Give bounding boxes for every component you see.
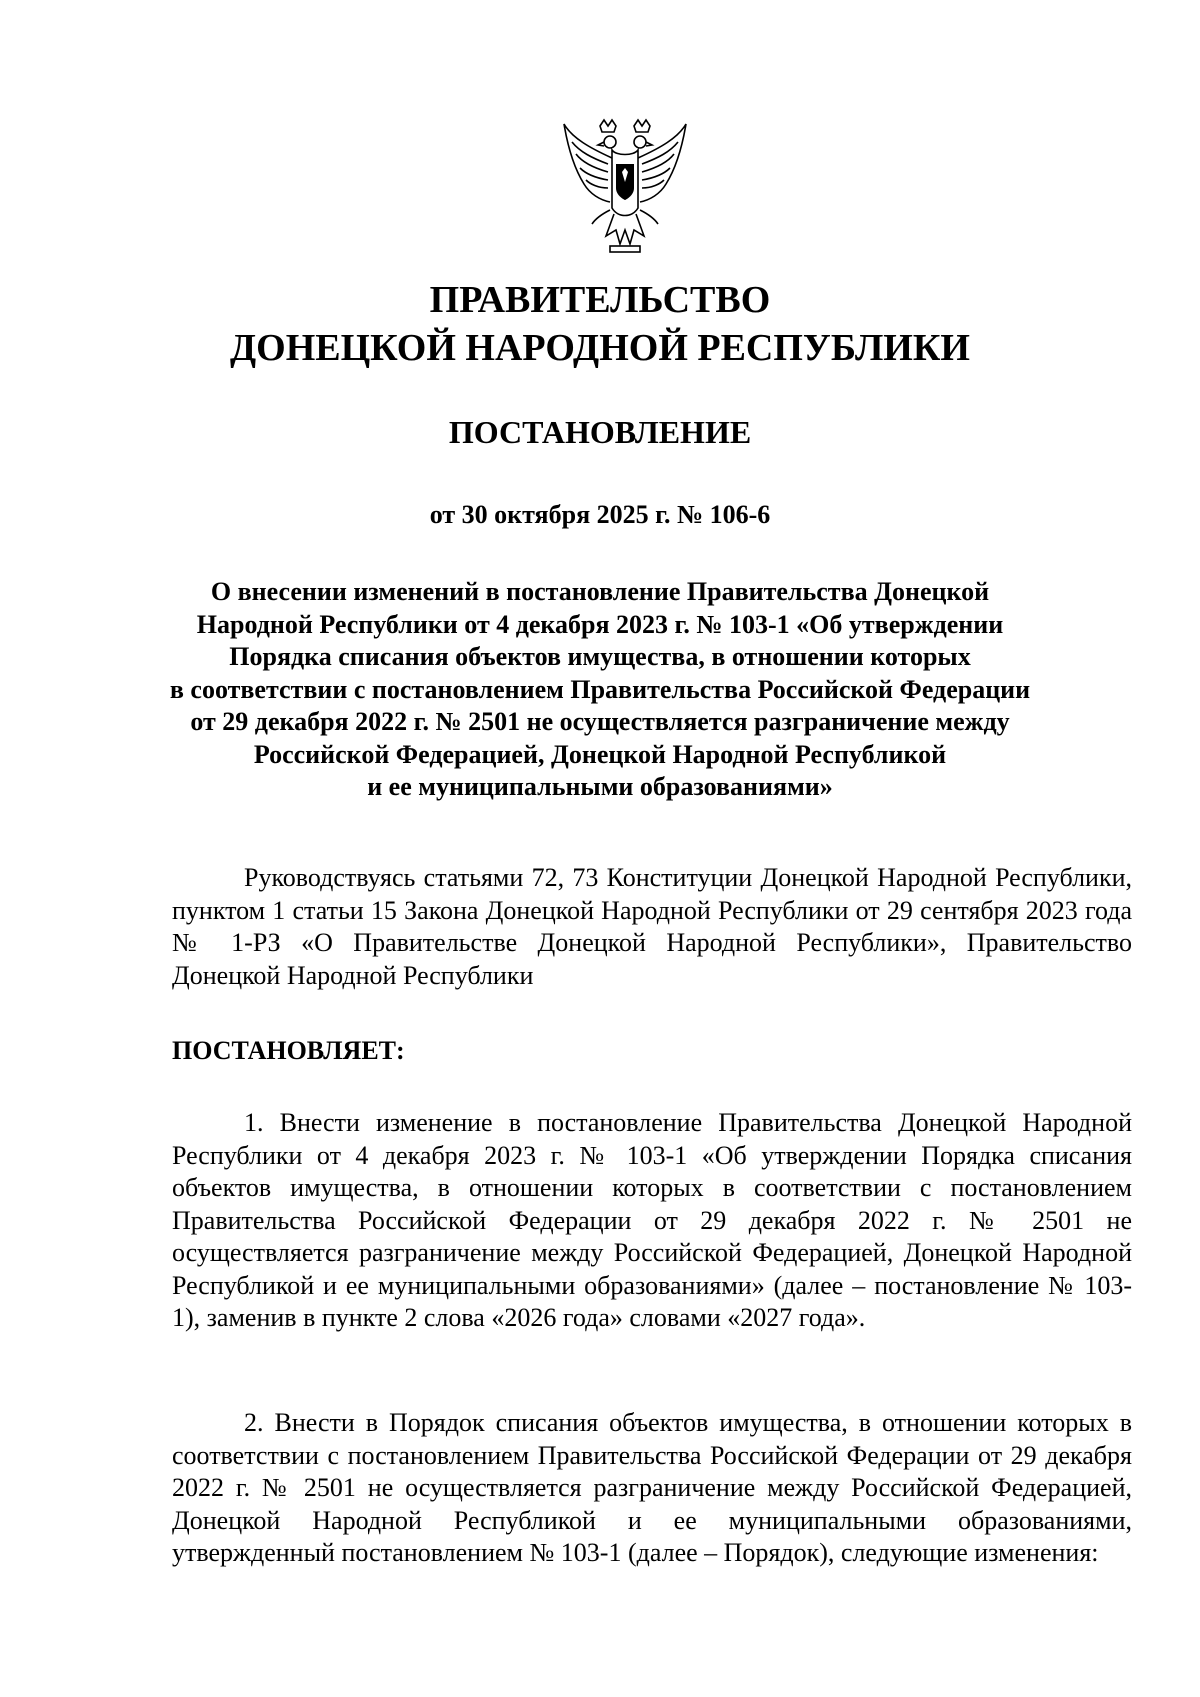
title-line: и ее муниципальными образованиями» [367,772,833,801]
title-line: Российской Федерацией, Донецкой Народной Республикой [253,739,947,769]
title-line: О внесении изменений в постановление Правительства Донецкой [210,577,990,606]
title-line: Порядка списания объектов имущества, в отношении которых [229,642,971,671]
title-line: Народной Республики от 4 декабря 2023 г. № 103-1 «Об утверждении [196,609,1004,639]
gov-line-1: ПРАВИТЕЛЬСТВО [429,279,771,321]
item-1-paragraph: 1. Внести изменение в постановление Правительства Донецкой Народной Республики от 4 декабря 2023 г. № 103-1 «Об утверждении Порядка списания объектов имущества, в отношении которых в соответствии с постановлением Правительства Российской Федерации от 29 декабря 2022 г. № 2501 не осуществляется разграничение между Российской Федерацией, Донецкой Народной Республикой и ее муниципальными образованиями» (далее – постановление № 103-1), заменив в пункте 2 слова «2026 года» словами «2027 года». [172,1108,1132,1332]
preamble-paragraph: Руководствуясь статьями 72, 73 Конституции Донецкой Народной Республики, пунктом 1 статьи 15 Закона Донецкой Народной Республики от 29 сентября 2023 года № 1-РЗ «О Правительстве Донецкой Народной Республики», Правительство Донецкой Народной Республики [172,863,1132,990]
title-line: от 29 декабря 2022 г. № 2501 не осуществляется разграничение между [190,707,1010,736]
document-type: ПОСТАНОВЛЕНИЕ [448,414,752,450]
resolves-heading: ПОСТАНОВЛЯЕТ: [172,1036,405,1065]
gov-line-2: ДОНЕЦКОЙ НАРОДНОЙ РЕСПУБЛИКИ [230,327,970,369]
date-number: от 30 октября 2025 г. № 106-6 [429,500,771,529]
coat-of-arms-icon [560,118,690,258]
item-2-paragraph: 2. Внести в Порядок списания объектов имущества, в отношении которых в соответствии с постановлением Правительства Российской Федерации от 29 декабря 2022 г. № 2501 не осуществляется разграничение между Российской Федерацией, Донецкой Народной Республикой и ее муниципальными образованиями, утвержденный постановлением № 103-1 (далее – Порядок), следующие изменения: [172,1408,1132,1567]
title-line: в соответствии с постановлением Правительства Российской Федерации [169,674,1031,704]
government-name [0,276,1200,372]
decree-title [0,576,1200,804]
